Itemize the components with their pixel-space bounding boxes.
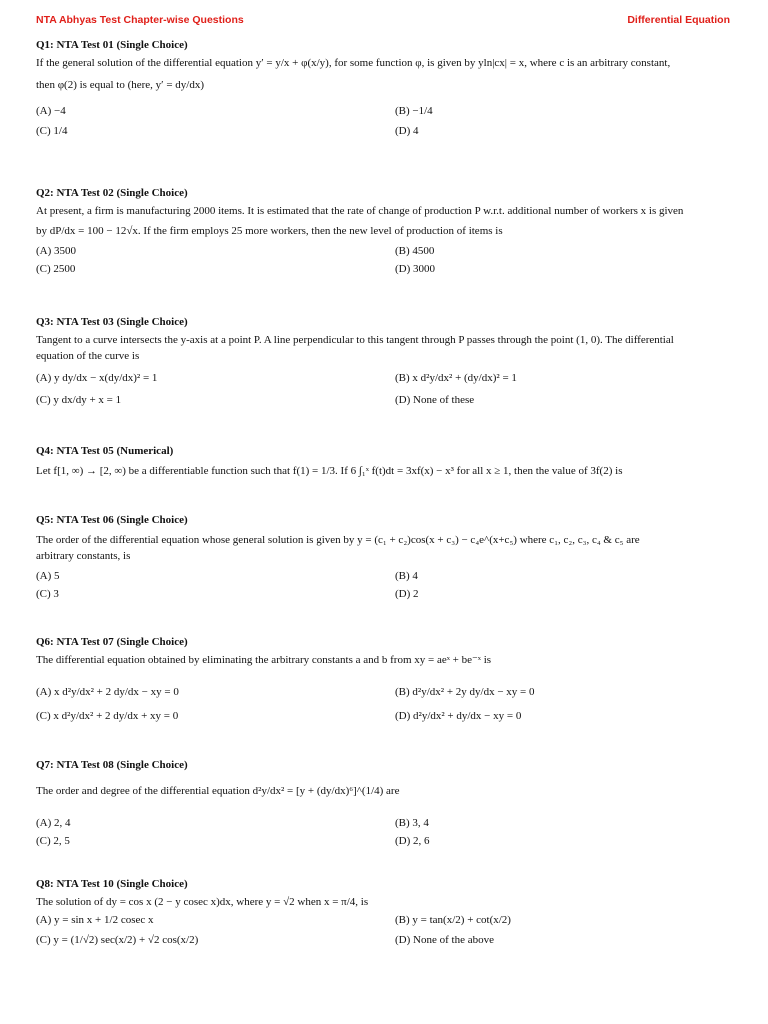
option-d[interactable]: (D) None of the above (395, 934, 494, 946)
page-header (36, 14, 732, 28)
question-title: Q2: NTA Test 02 (Single Choice) (36, 187, 188, 199)
question-stem-line-1: Let f[1, ∞) → [2, ∞) be a differentiable function such that f(1) = 1/3. If 6 ∫₁ˣ f(t)dt = 3xf(x) − x³ for all x ≥ 1, then the value of 3f(2) is (36, 465, 623, 477)
option-c[interactable]: (C) 2500 (36, 263, 76, 275)
option-d[interactable]: (D) 4 (395, 125, 419, 137)
options (36, 685, 732, 727)
question-title: Q1: NTA Test 01 (Single Choice) (36, 39, 188, 51)
options (36, 816, 732, 852)
option-a[interactable]: (A) 3500 (36, 245, 77, 257)
question-5 (36, 513, 732, 605)
options (36, 371, 732, 411)
question-stem-line-1: The order and degree of the differential equation d²y/dx² = [y + (dy/dx)⁶]^(1/4) are (36, 785, 400, 797)
option-c[interactable]: (C) 3 (36, 588, 59, 600)
option-d[interactable]: (D) None of these (395, 394, 475, 406)
option-c[interactable]: (C) 1/4 (36, 125, 68, 137)
option-c[interactable]: (C) x d²y/dx² + 2 dy/dx + xy = 0 (36, 710, 179, 722)
question-title: Q8: NTA Test 10 (Single Choice) (36, 878, 188, 890)
question-stem-line-2: by dP/dx = 100 − 12√x. If the firm employs 25 more workers, then the new level of production of items is (36, 225, 503, 237)
question-8 (36, 877, 732, 951)
question-stem-line-1: The order of the differential equation whose general solution is given by y = (c₁ + c₂)cos(x + c₃) − c₄e^(x+c₅) where c₁, c₂, c₃, c₄ & c₅ are (36, 534, 640, 546)
option-a[interactable]: (A) y = sin x + 1/2 cosec x (36, 914, 154, 926)
option-a[interactable]: (A) x d²y/dx² + 2 dy/dx − xy = 0 (36, 686, 179, 698)
option-a[interactable]: (A) −4 (36, 105, 66, 117)
option-b[interactable]: (B) −1/4 (395, 105, 433, 117)
option-b[interactable]: (B) x d²y/dx² + (dy/dx)² = 1 (395, 372, 517, 384)
question-7 (36, 758, 732, 852)
question-stem-line-2: then φ(2) is equal to (here, y′ = dy/dx) (36, 79, 204, 91)
options (36, 569, 732, 605)
option-c[interactable]: (C) y dx/dy + x = 1 (36, 394, 122, 406)
options (36, 104, 732, 144)
question-stem-line-1: If the general solution of the differential equation y′ = y/x + φ(x/y), for some function φ, is given by yln|cx| = x, where c is an arbitrary constant, (36, 57, 671, 69)
question-stem-line-1: The differential equation obtained by eliminating the arbitrary constants a and b from xy = aeˣ + be⁻ˣ is (36, 654, 492, 666)
option-d[interactable]: (D) 3000 (395, 263, 436, 275)
question-2 (36, 186, 732, 280)
question-stem-line-1: Tangent to a curve intersects the y-axis at a point P. A line perpendicular to this tangent through P passes through the point (1, 0). The differential (36, 334, 674, 346)
question-stem-line-2: arbitrary constants, is (36, 550, 131, 562)
question-4 (36, 444, 732, 478)
option-b[interactable]: (B) 3, 4 (395, 817, 429, 829)
question-title: Q5: NTA Test 06 (Single Choice) (36, 514, 188, 526)
question-6 (36, 635, 732, 727)
question-title: Q4: NTA Test 05 (Numerical) (36, 445, 174, 457)
question-3 (36, 315, 732, 411)
option-a[interactable]: (A) 5 (36, 570, 60, 582)
option-c[interactable]: (C) 2, 5 (36, 835, 70, 847)
question-stem-line-1: At present, a firm is manufacturing 2000 items. It is estimated that the rate of change of production P w.r.t. additional number of workers x is given (36, 205, 684, 217)
question-stem-line-2: equation of the curve is (36, 350, 140, 362)
question-title: Q6: NTA Test 07 (Single Choice) (36, 636, 188, 648)
question-1 (36, 38, 732, 144)
option-a[interactable]: (A) 2, 4 (36, 817, 71, 829)
option-b[interactable]: (B) y = tan(x/2) + cot(x/2) (395, 914, 511, 926)
options (36, 244, 732, 280)
header-left-title: NTA Abhyas Test Chapter-wise Questions (36, 14, 244, 26)
option-b[interactable]: (B) d²y/dx² + 2y dy/dx − xy = 0 (395, 686, 535, 698)
option-a[interactable]: (A) y dy/dx − x(dy/dx)² = 1 (36, 372, 158, 384)
question-title: Q7: NTA Test 08 (Single Choice) (36, 759, 188, 771)
option-d[interactable]: (D) d²y/dx² + dy/dx − xy = 0 (395, 710, 522, 722)
header-right-title: Differential Equation (627, 14, 730, 26)
question-title: Q3: NTA Test 03 (Single Choice) (36, 316, 188, 328)
option-b[interactable]: (B) 4500 (395, 245, 435, 257)
option-d[interactable]: (D) 2, 6 (395, 835, 430, 847)
options (36, 913, 732, 951)
option-b[interactable]: (B) 4 (395, 570, 418, 582)
option-d[interactable]: (D) 2 (395, 588, 419, 600)
question-stem-line-1: The solution of dy = cos x (2 − y cosec x)dx, where y = √2 when x = π/4, is (36, 896, 369, 908)
option-c[interactable]: (C) y = (1/√2) sec(x/2) + √2 cos(x/2) (36, 934, 199, 946)
